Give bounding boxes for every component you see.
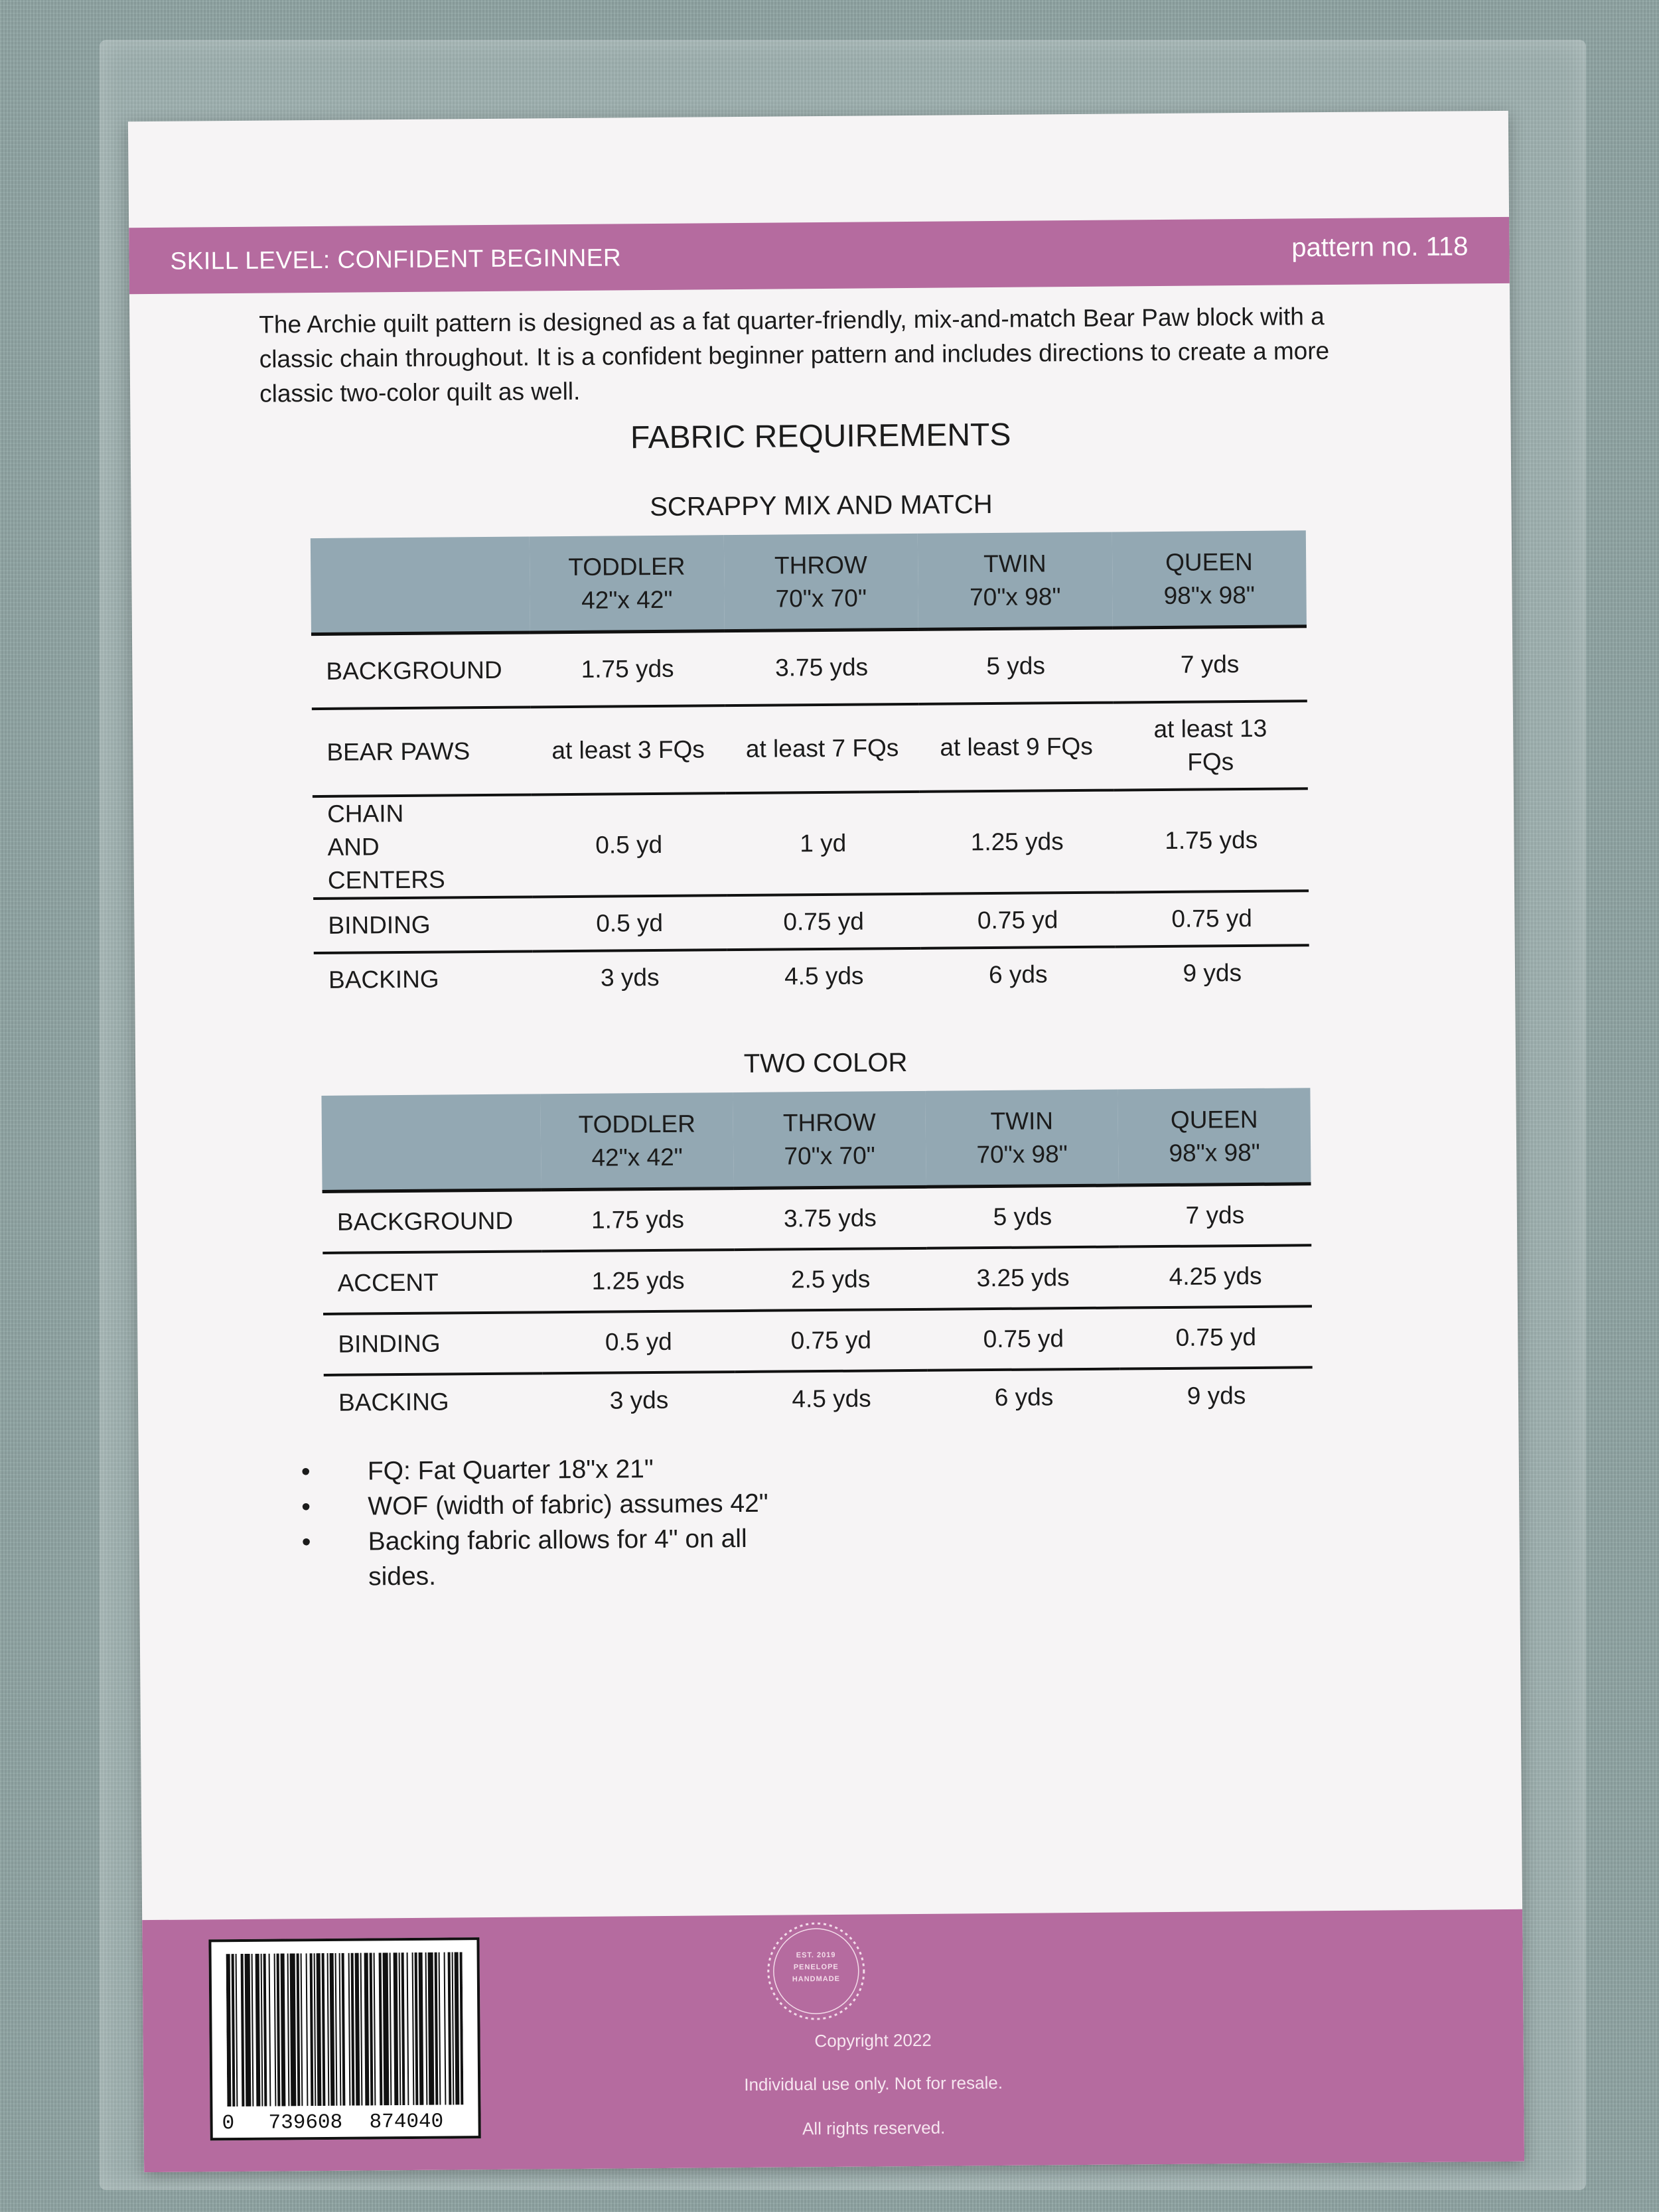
intro-paragraph: The Archie quilt pattern is designed as a fat quarter-friendly, mix-and-match Bear Paw block with a classic chain throughout. It is a confident beginner pattern and includes directions to create a more classic two-color quilt as well. [259, 303, 1330, 407]
table-cell: 1.25 yds [920, 790, 1115, 894]
barcode-bar [348, 1953, 351, 2106]
barcode-bar [439, 1953, 441, 2105]
table-cell: 7 yds [1112, 627, 1307, 703]
row-label: BINDING [313, 897, 533, 953]
barcode-bar [335, 1953, 338, 2106]
barcode-bar [394, 1953, 399, 2105]
barcode-bar [236, 1954, 238, 2106]
row-label: BACKING [338, 1388, 449, 1416]
row-label: CHAIN AND CENTERS [313, 794, 532, 899]
barcode-bar [261, 1954, 263, 2106]
barcode-bar [226, 1954, 232, 2106]
note-text: WOF (width of fabric) assumes 42" [368, 1489, 768, 1521]
barcode-bar [342, 1953, 346, 2106]
note-text: FQ: Fat Quarter 18"x 21" [367, 1455, 654, 1486]
table-row [314, 945, 1310, 1006]
barcode-bar [327, 1953, 330, 2106]
scrappy-table-title: SCRAPPY MIX AND MATCH [650, 490, 993, 522]
barcode-bar [339, 1953, 342, 2106]
usage-text: Individual use only. Not for resale. [744, 2072, 1003, 2095]
table-row [323, 1245, 1312, 1314]
list-item [302, 1520, 807, 1595]
table-cell: 0.75 yd [735, 1309, 928, 1372]
table-cell: 0.5 yd [542, 1311, 735, 1373]
barcode-bar [390, 1953, 392, 2105]
table-cell: 5 yds [926, 1185, 1119, 1248]
barcode-bar [355, 1953, 360, 2106]
row-label: BEAR PAWS [312, 707, 532, 796]
two-color-table-title: TWO COLOR [743, 1048, 908, 1078]
list-item [301, 1450, 806, 1489]
barcode-bar [435, 1953, 439, 2105]
barcode-digit-group: 739608 [264, 2111, 346, 2135]
table-cell: 9 yds [1187, 1382, 1246, 1410]
two-color-requirements-table [321, 1088, 1313, 1430]
table-cell: 9 yds [1183, 959, 1242, 987]
barcode-bar [263, 1954, 267, 2106]
table-cell: 3 yds [600, 963, 660, 992]
skill-level: SKILL LEVEL: CONFIDENT BEGINNER [170, 244, 622, 275]
table-header-row [311, 530, 1307, 634]
table-cell: 5 yds [918, 628, 1113, 704]
footer-band [142, 1909, 1524, 2172]
table-cell: at least 7 FQs [725, 704, 920, 793]
table-cell: 4.5 yds [792, 1384, 871, 1413]
table-cell: 4.25 yds [1119, 1245, 1312, 1307]
barcode-bar [364, 1953, 370, 2105]
barcode-bar [306, 1953, 309, 2106]
barcode-bar [452, 1952, 455, 2104]
barcode-bar [314, 1953, 317, 2106]
barcode-bar [245, 1954, 252, 2106]
bullet-icon: • [301, 1493, 311, 1522]
seal-line: PENELOPE [793, 1962, 839, 1972]
pattern-card [128, 111, 1524, 2172]
barcode-bar [297, 1953, 301, 2106]
barcode-bar [274, 1954, 277, 2106]
header-empty-cell [321, 1094, 541, 1191]
column-header: QUEEN 98"x 98" [1112, 530, 1307, 628]
barcode-bar [370, 1953, 374, 2105]
table-row [313, 891, 1309, 953]
scrappy-requirements-table [311, 530, 1309, 1006]
row-label: BACKGROUND [323, 1190, 542, 1253]
bullet-icon: • [301, 1457, 311, 1487]
barcode-bar [425, 1953, 428, 2105]
header-empty-cell [311, 536, 530, 634]
table-row [312, 701, 1308, 796]
notes-list [301, 1450, 807, 1595]
table-row [313, 788, 1309, 899]
seal-line: EST. 2019 [796, 1951, 836, 1960]
column-header: QUEEN 98"x 98" [1118, 1088, 1311, 1185]
barcode [208, 1937, 480, 2140]
barcode-bar [407, 1953, 409, 2105]
barcode-bar [455, 1952, 460, 2104]
table-cell: 3.75 yds [724, 629, 918, 705]
barcode-bar [290, 1953, 297, 2106]
table-cell: 6 yds [994, 1383, 1054, 1412]
column-header: TODDLER 42"x 42" [530, 535, 725, 632]
barcode-bar [277, 1954, 281, 2106]
row-label: BINDING [323, 1312, 543, 1375]
barcode-bar [255, 1954, 261, 2106]
table-cell: 0.75 yd [920, 893, 1115, 948]
barcode-bar [322, 1953, 326, 2106]
column-header: TWIN 70"x 98" [918, 532, 1113, 630]
barcode-bar [399, 1953, 401, 2105]
list-item [301, 1485, 806, 1524]
table-cell: 4.5 yds [784, 962, 864, 990]
table-header-row [321, 1088, 1311, 1191]
barcode-bar [252, 1954, 254, 2106]
barcode-bar [415, 1953, 419, 2105]
barcode-bar [281, 1953, 286, 2106]
table-cell: 2.5 yds [734, 1248, 927, 1311]
barcode-bar [374, 1953, 376, 2105]
table-cell: 7 yds [1119, 1184, 1312, 1247]
pattern-number: pattern no. 118 [1291, 232, 1469, 263]
table-row [323, 1306, 1313, 1375]
column-header: TODDLER 42"x 42" [540, 1092, 733, 1190]
barcode-bar [232, 1954, 236, 2106]
barcode-bar [310, 1953, 314, 2106]
rights-text: All rights reserved. [802, 2117, 946, 2139]
seal-text [760, 1949, 873, 1985]
bullet-icon: • [301, 1528, 311, 1557]
barcode-bar [412, 1953, 415, 2105]
barcode-bar [383, 1953, 390, 2105]
barcode-bar [401, 1953, 405, 2105]
barcode-bar [351, 1953, 355, 2106]
table-cell: 0.75 yd [927, 1308, 1120, 1370]
barcode-bar [301, 1953, 303, 2106]
brand-seal-logo [759, 1914, 873, 2028]
note-text: Backing fabric allows for 4" on all sides. [368, 1524, 747, 1591]
barcode-bar [241, 1954, 245, 2106]
header-band [129, 217, 1510, 294]
row-label: ACCENT [323, 1251, 542, 1314]
barcode-bars-icon [226, 1952, 464, 2106]
column-header: TWIN 70"x 98" [925, 1090, 1118, 1187]
table-cell: 1.75 yds [1114, 788, 1309, 892]
table-cell: 1.75 yds [541, 1189, 735, 1252]
barcode-bar [460, 1952, 464, 2104]
table-cell: 1.75 yds [530, 631, 725, 707]
table-row [324, 1367, 1313, 1430]
row-label: BACKING [328, 965, 439, 994]
barcode-bar [360, 1953, 363, 2106]
column-header: THROW 70"x 70" [733, 1091, 926, 1189]
barcode-bar [379, 1953, 383, 2105]
table-cell: at least 3 FQs [531, 705, 726, 794]
barcode-digit-group: 874040 [365, 2110, 447, 2134]
section-title: FABRIC REQUIREMENTS [630, 417, 1011, 456]
barcode-numbers [218, 2105, 472, 2135]
barcode-bar [419, 1953, 424, 2105]
table-row [311, 627, 1307, 709]
column-header: THROW 70"x 70" [723, 534, 918, 631]
table-cell: 3 yds [609, 1386, 669, 1414]
table-cell: at least 9 FQs [919, 703, 1114, 792]
barcode-bar [287, 1953, 290, 2106]
seal-line: HANDMADE [792, 1974, 841, 1984]
table-cell: 0.75 yd [727, 894, 921, 950]
barcode-bar [448, 1952, 452, 2104]
barcode-bar [330, 1953, 335, 2106]
barcode-bar [317, 1953, 322, 2106]
barcode-digit-group: 0 [222, 2112, 235, 2136]
table-cell: at least 13 FQs [1113, 701, 1308, 790]
table-cell: 3.75 yds [734, 1187, 927, 1250]
table-cell: 0.75 yd [1115, 891, 1309, 946]
table-cell: 6 yds [988, 960, 1048, 989]
table-cell: 0.5 yd [532, 793, 727, 897]
table-cell: 0.5 yd [532, 895, 727, 951]
row-label: BACKGROUND [311, 632, 531, 709]
table-row [323, 1184, 1312, 1253]
table-cell: 1.25 yds [541, 1250, 735, 1312]
barcode-bar [269, 1954, 271, 2106]
copyright-text: Copyright 2022 [814, 2029, 932, 2051]
barcode-bar [444, 1953, 447, 2105]
barcode-bar [428, 1953, 435, 2105]
table-cell: 3.25 yds [926, 1247, 1119, 1309]
table-cell: 1 yd [725, 792, 920, 895]
table-cell: 0.75 yd [1119, 1306, 1313, 1368]
